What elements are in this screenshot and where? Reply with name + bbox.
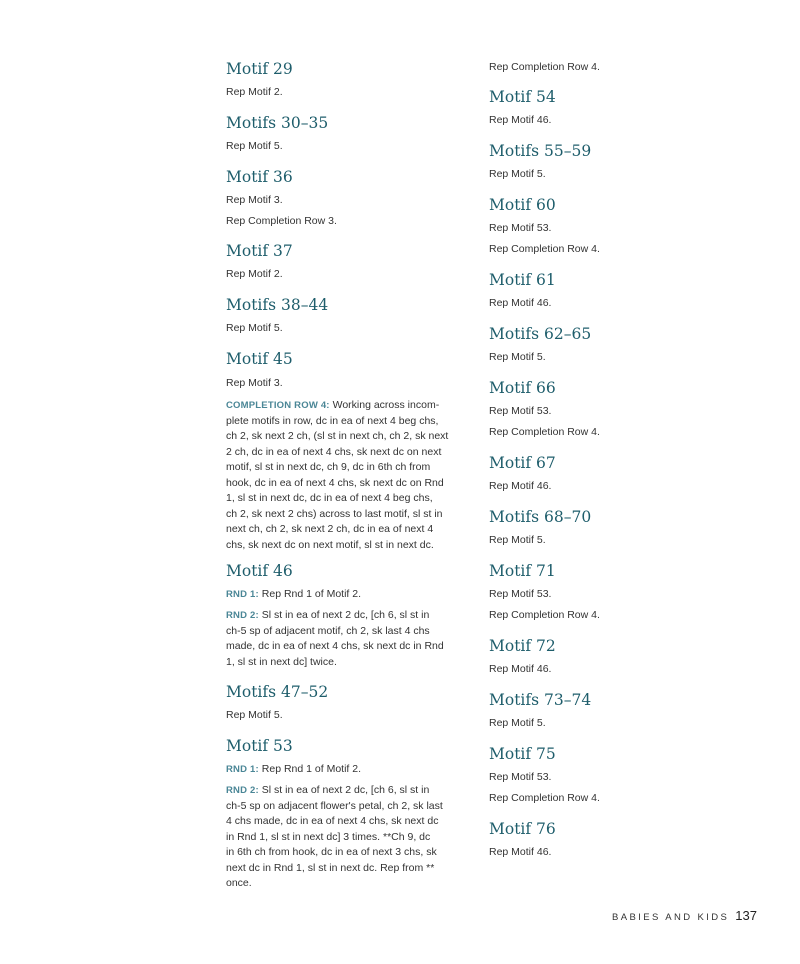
completion-row-4-paragraph: [226, 398, 476, 553]
paragraph-line: ch 2, sk next 2 ch, (sl st in next ch, ch 2, sk next: [226, 430, 449, 442]
heading-motifs-30-35: Motifs 30–35: [226, 114, 329, 132]
paragraph-line: made, dc in ea of next 4 chs, sk next dc in Rnd: [226, 640, 444, 652]
instruction-line: Rep Motif 46.: [489, 846, 552, 858]
rnd-1-line: [226, 762, 476, 778]
instruction-line: Rep Motif 5.: [226, 322, 283, 334]
heading-motif-46: Motif 46: [226, 562, 293, 580]
paragraph-line: 2 ch, dc in ea of next 4 chs, sk next dc on next: [226, 445, 442, 458]
heading-motif-36: Motif 36: [226, 168, 293, 186]
paragraph-line: next ch, ch 2, sk next 2 ch, dc in ea of next 4: [226, 523, 434, 535]
rnd-label: RND 1:: [226, 764, 259, 775]
rnd-2-paragraph: [226, 608, 476, 670]
rnd-1-line: [226, 587, 476, 603]
paragraph-line: ch-5 sp of adjacent motif, ch 2, sk last 4 chs: [226, 624, 430, 637]
instruction-line: Rep Motif 5.: [489, 351, 546, 363]
instruction-line: Rep Motif 53.: [489, 771, 552, 783]
rnd-text: Rep Rnd 1 of Motif 2.: [258, 763, 362, 775]
instruction-line: Rep Motif 53.: [489, 588, 552, 600]
heading-motif-60: Motif 60: [489, 196, 556, 214]
heading-motifs-47-52: Motifs 47–52: [226, 683, 329, 701]
heading-motifs-38-44: Motifs 38–44: [226, 296, 329, 314]
section-title: BABIES AND KIDS: [611, 912, 730, 923]
instruction-line: Rep Motif 53.: [489, 405, 552, 417]
paragraph-line: hook, dc in ea of next 4 chs, sk next dc on Rnd: [226, 476, 444, 489]
paragraph-line: ch-5 sp on adjacent flower's petal, ch 2, sk last: [226, 799, 443, 812]
heading-motifs-55-59: Motifs 55–59: [489, 142, 592, 160]
instruction-line: Rep Motif 3.: [226, 377, 283, 389]
heading-motif-71: Motif 71: [489, 562, 556, 580]
instruction-line: Rep Completion Row 3.: [226, 215, 337, 227]
paragraph-line: ch 2, sk next 2 chs) across to last motif, sl st in: [226, 507, 443, 520]
instruction-line: Rep Motif 2.: [226, 268, 283, 280]
heading-motifs-73-74: Motifs 73–74: [489, 691, 592, 709]
paragraph-line: once.: [226, 877, 252, 889]
heading-motif-67: Motif 67: [489, 454, 556, 472]
heading-motif-66: Motif 66: [489, 379, 556, 397]
instruction-line: Rep Motif 5.: [489, 717, 546, 729]
paragraph-line: 4 chs made, dc in ea of next 4 chs, sk next dc: [226, 815, 439, 827]
rnd-label: RND 2:: [226, 610, 259, 621]
heading-motif-29: Motif 29: [226, 60, 293, 78]
paragraph-line: in 6th ch from hook, dc in ea of next 3 chs, sk: [226, 846, 437, 858]
heading-motif-54: Motif 54: [489, 88, 556, 106]
instruction-line: Rep Motif 2.: [226, 86, 283, 98]
paragraph-line: next dc in Rnd 1, sl st in next dc. Rep from **: [226, 861, 435, 874]
heading-motif-45: Motif 45: [226, 350, 293, 368]
page-number: 137: [735, 908, 757, 923]
instruction-line: Rep Motif 46.: [489, 297, 552, 309]
heading-motif-61: Motif 61: [489, 271, 556, 289]
heading-motif-72: Motif 72: [489, 637, 556, 655]
instruction-line: Rep Motif 5.: [489, 168, 546, 180]
page-footer: [612, 908, 757, 923]
paragraph-line: 1, sl st in next dc] twice.: [226, 655, 337, 668]
instruction-line: Rep Motif 46.: [489, 480, 552, 492]
completion-row-label: COMPLETION ROW 4:: [226, 400, 330, 411]
instruction-line: Rep Motif 46.: [489, 663, 552, 675]
paragraph-line: chs, sk next dc on next motif, sl st in next dc.: [226, 538, 434, 551]
paragraph-text: Working across incom-: [329, 399, 440, 411]
heading-motifs-68-70: Motifs 68–70: [489, 508, 592, 526]
instruction-line: Rep Completion Row 4.: [489, 426, 600, 438]
rnd-label: RND 1:: [226, 589, 259, 600]
instruction-line: Rep Completion Row 4.: [489, 243, 600, 255]
heading-motif-75: Motif 75: [489, 745, 556, 763]
heading-motifs-62-65: Motifs 62–65: [489, 325, 592, 343]
instruction-line: Rep Completion Row 4.: [489, 609, 600, 621]
instruction-line: Rep Motif 53.: [489, 222, 552, 234]
instruction-line: Rep Motif 5.: [489, 534, 546, 546]
rnd-text: Sl st in ea of next 2 dc, [ch 6, sl st in: [258, 609, 430, 621]
instruction-line: Rep Motif 46.: [489, 114, 552, 126]
paragraph-line: 1, sl st in next dc, dc in ea of next 4 beg chs,: [226, 492, 433, 504]
instruction-line: Rep Motif 5.: [226, 709, 283, 721]
instruction-line: Rep Completion Row 4.: [489, 61, 600, 73]
rnd-text: Sl st in ea of next 2 dc, [ch 6, sl st in: [258, 784, 430, 796]
instruction-line: Rep Motif 3.: [226, 194, 283, 206]
instruction-line: Rep Motif 5.: [226, 140, 283, 152]
paragraph-line: motif, sl st in next dc, ch 9, dc in 6th ch from: [226, 461, 431, 473]
heading-motif-53: Motif 53: [226, 737, 293, 755]
heading-motif-37: Motif 37: [226, 242, 293, 260]
paragraph-line: in Rnd 1, sl st in next dc] 3 times. **Ch 9, dc: [226, 830, 431, 843]
instruction-line: Rep Completion Row 4.: [489, 792, 600, 804]
rnd-2-paragraph: [226, 783, 476, 892]
rnd-text: Rep Rnd 1 of Motif 2.: [258, 588, 362, 600]
heading-motif-76: Motif 76: [489, 820, 556, 838]
rnd-label: RND 2:: [226, 785, 259, 796]
paragraph-line: plete motifs in row, dc in ea of next 4 beg chs,: [226, 414, 439, 427]
